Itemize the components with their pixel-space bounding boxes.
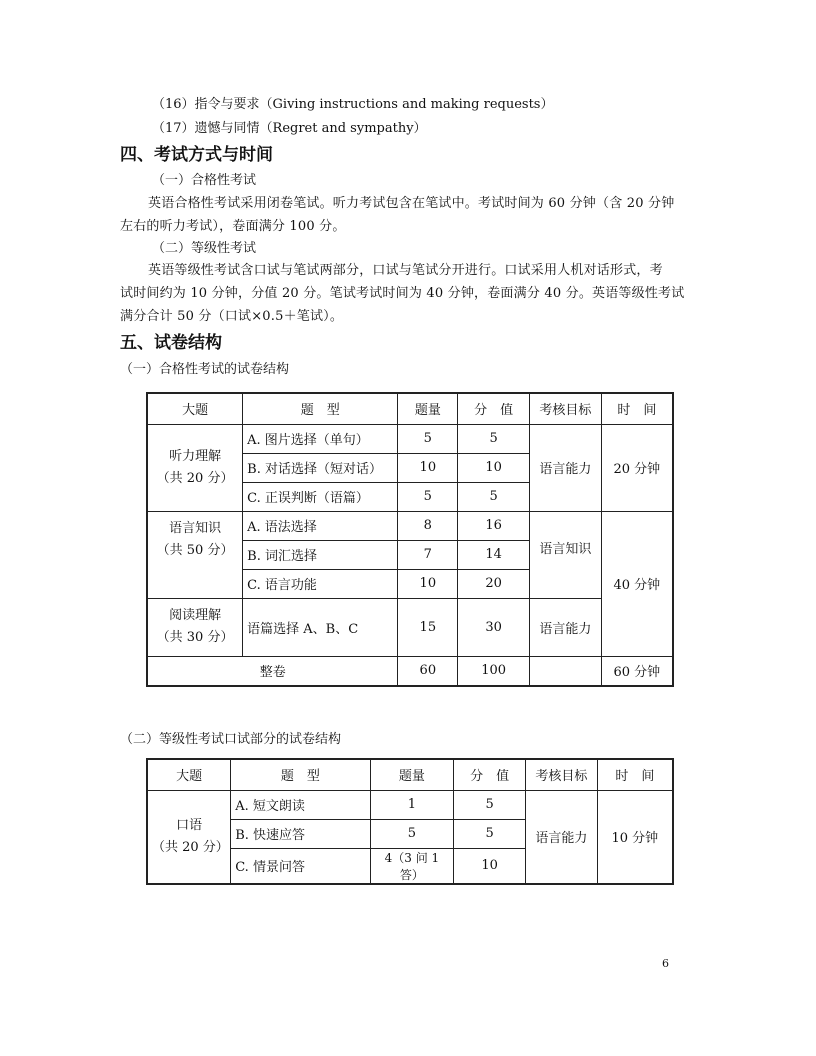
header-cell: 题量 [370, 759, 454, 790]
time-cell: 20 分钟 [601, 424, 673, 511]
para2-line1: 英语等级性考试含口试与笔试两部分，口试与笔试分开进行。口试采用人机对话形式，考 [148, 263, 663, 278]
table-header-row [147, 759, 673, 790]
total-count: 60 [398, 656, 458, 686]
item-score: 30 [458, 598, 530, 656]
group-total: （共 20 分） [156, 470, 234, 486]
item-count: 5 [398, 482, 458, 511]
item-score: 16 [458, 511, 530, 540]
para2-line2: 试时间约为 10 分钟，分值 20 分。笔试考试时间为 40 分钟，卷面满分 40 分。英语等级性考试 [120, 286, 685, 301]
item-type: C. 情景问答 [231, 848, 370, 884]
group-cell-knowledge [147, 511, 243, 598]
item-score: 20 [458, 569, 530, 598]
total-goal [530, 656, 602, 686]
item-count: 15 [398, 598, 458, 656]
item-type: C. 正误判断（语篇） [243, 482, 398, 511]
subheading-oral-structure: （二）等级性考试口试部分的试卷结构 [120, 732, 342, 747]
paragraph-qualifying-exam [120, 192, 695, 238]
header-cell: 大题 [147, 759, 231, 790]
group-cell-listening [147, 424, 243, 511]
item-score: 5 [458, 424, 530, 453]
paragraph-graded-exam [120, 259, 695, 328]
para1-line1: 英语合格性考试采用闭卷笔试。听力考试包含在笔试中。考试时间为 60 分钟（含 20 分钟 [148, 196, 675, 211]
item-score: 5 [454, 819, 526, 848]
time-cell: 40 分钟 [601, 511, 673, 656]
subheading-qualifying-structure: （一）合格性考试的试卷结构 [120, 362, 290, 377]
table-row [147, 511, 673, 540]
group-name: 口语 [176, 817, 203, 833]
group-cell-oral [147, 790, 231, 884]
total-label: 整卷 [147, 656, 398, 686]
group-total: （共 30 分） [156, 630, 234, 645]
subheading-qualifying-exam: （一）合格性考试 [152, 173, 257, 188]
item-type: A. 图片选择（单句） [243, 424, 398, 453]
list-item-17: （17）遗憾与同情（Regret and sympathy） [152, 121, 427, 136]
header-cell: 考核目标 [526, 759, 598, 790]
goal-cell: 语言能力 [530, 598, 602, 656]
header-cell: 分 值 [454, 759, 526, 790]
goal-cell: 语言能力 [526, 790, 598, 884]
item-count: 10 [398, 453, 458, 482]
oral-exam-table [146, 758, 674, 885]
header-cell: 考核目标 [530, 393, 602, 424]
item-count: 10 [398, 569, 458, 598]
group-total: （共 20 分） [152, 839, 229, 855]
header-cell: 题 型 [231, 759, 370, 790]
qualifying-exam-table [146, 392, 674, 687]
group-name: 听力理解 [169, 448, 222, 464]
item-type: A. 短文朗读 [231, 790, 370, 819]
item-type: 语篇选择 A、B、C [243, 598, 398, 656]
header-cell: 时 间 [601, 393, 673, 424]
subheading-graded-exam: （二）等级性考试 [152, 241, 257, 256]
item-score: 10 [458, 453, 530, 482]
total-time: 60 分钟 [601, 656, 673, 686]
header-cell: 时 间 [597, 759, 673, 790]
para1-line2: 左右的听力考试），卷面满分 100 分。 [120, 219, 346, 234]
header-cell: 大题 [147, 393, 243, 424]
table-total-row [147, 656, 673, 686]
item-score: 5 [454, 790, 526, 819]
item-count: 8 [398, 511, 458, 540]
para2-line3: 满分合计 50 分（口试×0.5＋笔试）。 [120, 309, 344, 324]
table-row [147, 790, 673, 819]
group-name: 语言知识 [169, 520, 222, 536]
goal-cell: 语言能力 [530, 424, 602, 511]
item-type: B. 快速应答 [231, 819, 370, 848]
item-type: C. 语言功能 [243, 569, 398, 598]
item-score: 5 [458, 482, 530, 511]
section-heading-paper-structure: 五、试卷结构 [120, 333, 222, 353]
page-number: 6 [662, 957, 669, 970]
group-name: 阅读理解 [169, 608, 222, 623]
header-cell: 题 型 [243, 393, 398, 424]
item-count: 5 [370, 819, 454, 848]
item-type: A. 语法选择 [243, 511, 398, 540]
header-cell: 题量 [398, 393, 458, 424]
table-row [147, 598, 673, 656]
item-score: 10 [454, 848, 526, 884]
section-heading-exam-method: 四、考试方式与时间 [120, 145, 273, 165]
header-cell: 分 值 [458, 393, 530, 424]
item-count: 1 [370, 790, 454, 819]
item-type: B. 对话选择（短对话） [243, 453, 398, 482]
table-row [147, 424, 673, 453]
item-count: 7 [398, 540, 458, 569]
table-header-row [147, 393, 673, 424]
time-cell: 10 分钟 [597, 790, 673, 884]
group-total: （共 50 分） [156, 542, 234, 558]
item-type: B. 词汇选择 [243, 540, 398, 569]
group-cell-reading [147, 598, 243, 656]
goal-cell: 语言知识 [530, 511, 602, 598]
item-count: 4（3 问 1 答） [370, 848, 454, 884]
total-score: 100 [458, 656, 530, 686]
list-item-16: （16）指令与要求（Giving instructions and making requests） [152, 97, 554, 112]
item-score: 14 [458, 540, 530, 569]
item-count: 5 [398, 424, 458, 453]
